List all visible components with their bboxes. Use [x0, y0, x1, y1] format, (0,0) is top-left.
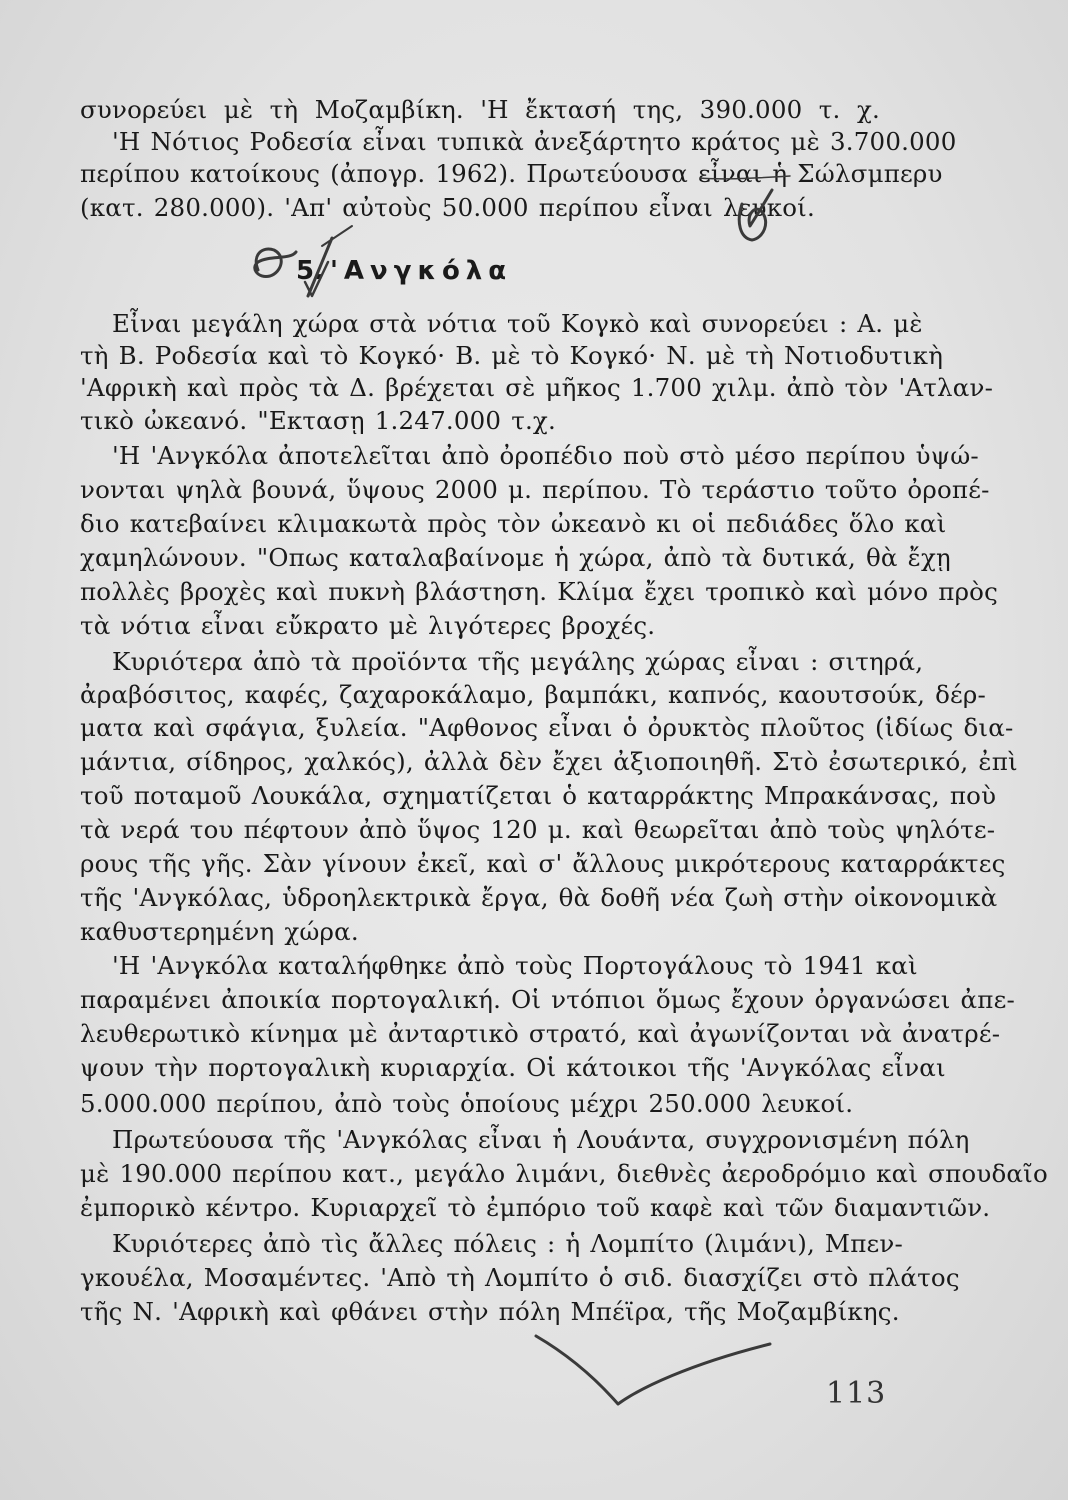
text-line: ἐμπορικὸ κέντρο. Κυριαρχεῖ τὸ ἐμπόριο τοῦ καφὲ καὶ τῶν διαμαντιῶν.	[80, 1193, 991, 1222]
text-line: τῆς 'Ανγκόλας, ὑδροηλεκτρικὰ ἔργα, θὰ δοθῆ νέα ζωὴ στὴν οἰκονομικὰ	[80, 883, 998, 912]
text-line: τὴ Β. Ροδεσία καὶ τὸ Κογκό· Β. μὲ τὸ Κογκό· Ν. μὲ τὴ Νοτιοδυτικὴ	[80, 341, 944, 370]
text-line: καθυστερημένη χώρα.	[80, 917, 359, 946]
text-line: Κυριότερες ἀπὸ τὶς ἄλλες πόλεις : ἡ Λομπίτο (λιμάνι), Μπεν-	[112, 1229, 903, 1258]
text-line: Κυριότερα ἀπὸ τὰ προϊόντα τῆς μεγάλης χώρας εἶναι : σιτηρά,	[112, 647, 924, 676]
text-line: μὲ 190.000 περίπου κατ., μεγάλο λιμάνι, διεθνὲς ἀεροδρόμιο καὶ σπουδαῖο	[80, 1159, 1048, 1188]
pencil-big-check	[536, 1336, 770, 1404]
text-line: ματα καὶ σφάγια, ξυλεία. "Αφθονος εἶναι ὁ ὀρυκτὸς πλοῦτος (ἰδίως δια-	[80, 713, 1014, 742]
section-number: 5.	[296, 256, 324, 286]
text-line: τῆς Ν. 'Αφρικὴ καὶ φθάνει στὴν πόλη Μπέϊρα, τῆς Μοζαμβίκης.	[80, 1297, 900, 1326]
text-line: Εἶναι μεγάλη χώρα στὰ νότια τοῦ Κογκὸ καὶ συνορεύει : Α. μὲ	[112, 309, 923, 338]
text-line: γκουέλα, Μοσαμέντες. 'Απὸ τὴ Λομπίτο ὁ σιδ. διασχίζει στὸ πλάτος	[80, 1263, 960, 1292]
text-line: τικὸ ὠκεανό. "Εκτασῃ 1.247.000 τ.χ.	[80, 406, 556, 435]
text-line: συνορεύει μὲ τὴ Μοζαμβίκη. 'Η ἔκτασή της, 390.000 τ. χ.	[80, 95, 880, 124]
text-line: νονται ψηλὰ βουνά, ὕψους 2000 μ. περίπου. Τὸ τεράστιο τοῦτο ὀροπέ-	[80, 475, 990, 504]
pencil-slash-short	[322, 226, 352, 246]
section-heading	[296, 254, 512, 288]
text-line: ἀραβόσιτος, καφές, ζαχαροκάλαμο, βαμπάκι, καπνός, καουτσούκ, δέρ-	[80, 680, 986, 709]
text-line: διο κατεβαίνει κλιμακωτὰ πρὸς τὸν ὠκεανὸ κι οἱ πεδιάδες ὅλο καὶ	[80, 509, 947, 538]
text-line: ψουν τὴν πορτογαλικὴ κυριαρχία. Οἱ κάτοικοι τῆς 'Ανγκόλας εἶναι	[80, 1053, 946, 1082]
page-number: 113	[826, 1376, 887, 1411]
text-line: 'Η Νότιος Ροδεσία εἶναι τυπικὰ ἀνεξάρτητο κράτος μὲ 3.700.000	[112, 127, 957, 156]
text-line: παραμένει ἀποικία πορτογαλική. Οἱ ντόπιοι ὅμως ἔχουν ὀργανώσει ἀπε-	[80, 985, 1015, 1014]
text-line: πολλὲς βροχὲς καὶ πυκνὴ βλάστηση. Κλίμα ἔχει τροπικὸ καὶ μόνο πρὸς	[80, 577, 999, 606]
text-line: 'Η 'Ανγκόλα καταλήφθηκε ἀπὸ τοὺς Πορτογάλους τὸ 1941 καὶ	[112, 951, 918, 980]
text-line: 'Αφρικὴ καὶ πρὸς τὰ Δ. βρέχεται σὲ μῆκος 1.700 χιλμ. ἀπὸ τὸν 'Ατλαν-	[80, 373, 994, 402]
text-line: ρους τῆς γῆς. Σὰν γίνουν ἐκεῖ, καὶ σ' ἄλλους μικρότερους καταρράκτες	[80, 849, 1006, 878]
section-title: 'Ανγκόλα	[329, 256, 513, 286]
text-line: (κατ. 280.000). 'Απ' αὐτοὺς 50.000 περίπου εἶναι λευκοί.	[80, 193, 815, 222]
text-line: 'Η 'Ανγκόλα ἀποτελεῖται ἀπὸ ὀροπέδιο ποὺ στὸ μέσο περίπου ὑψώ-	[112, 441, 979, 470]
text-line: Πρωτεύουσα τῆς 'Ανγκόλας εἶναι ἡ Λουάντα, συγχρονισμένη πόλη	[112, 1125, 970, 1154]
text-line: τοῦ ποταμοῦ Λουκάλα, σχηματίζεται ὁ καταρράκτης Μπρακάνσας, ποὺ	[80, 781, 997, 810]
text-line: περίπου κατοίκους (ἀπογρ. 1962). Πρωτεύουσα εἶναι ἡ Σώλσμπερυ	[80, 159, 943, 188]
text-line: τὰ νερά του πέφτουν ἀπὸ ὕψος 120 μ. καὶ θεωρεῖται ἀπὸ τοὺς ψηλότε-	[80, 815, 996, 844]
text-line: τὰ νότια εἶναι εὔκρατο μὲ λιγότερες βροχές.	[80, 611, 656, 640]
text-line: μάντια, σίδηρος, χαλκός), ἀλλὰ δὲν ἔχει ἀξιοποιηθῆ. Στὸ ἐσωτερικό, ἐπὶ	[80, 747, 1018, 776]
text-line: χαμηλώνουν. "Οπως καταλαβαίνομε ἡ χώρα, ἀπὸ τὰ δυτικά, θὰ ἔχῃ	[80, 543, 951, 572]
text-line: λευθερωτικὸ κίνημα μὲ ἀνταρτικὸ στρατό, καὶ ἀγωνίζονται νὰ ἀνατρέ-	[80, 1019, 1001, 1048]
pencil-scribble-left	[255, 249, 296, 276]
text-line: 5.000.000 περίπου, ἀπὸ τοὺς ὁποίους μέχρι 250.000 λευκοί.	[80, 1089, 854, 1118]
